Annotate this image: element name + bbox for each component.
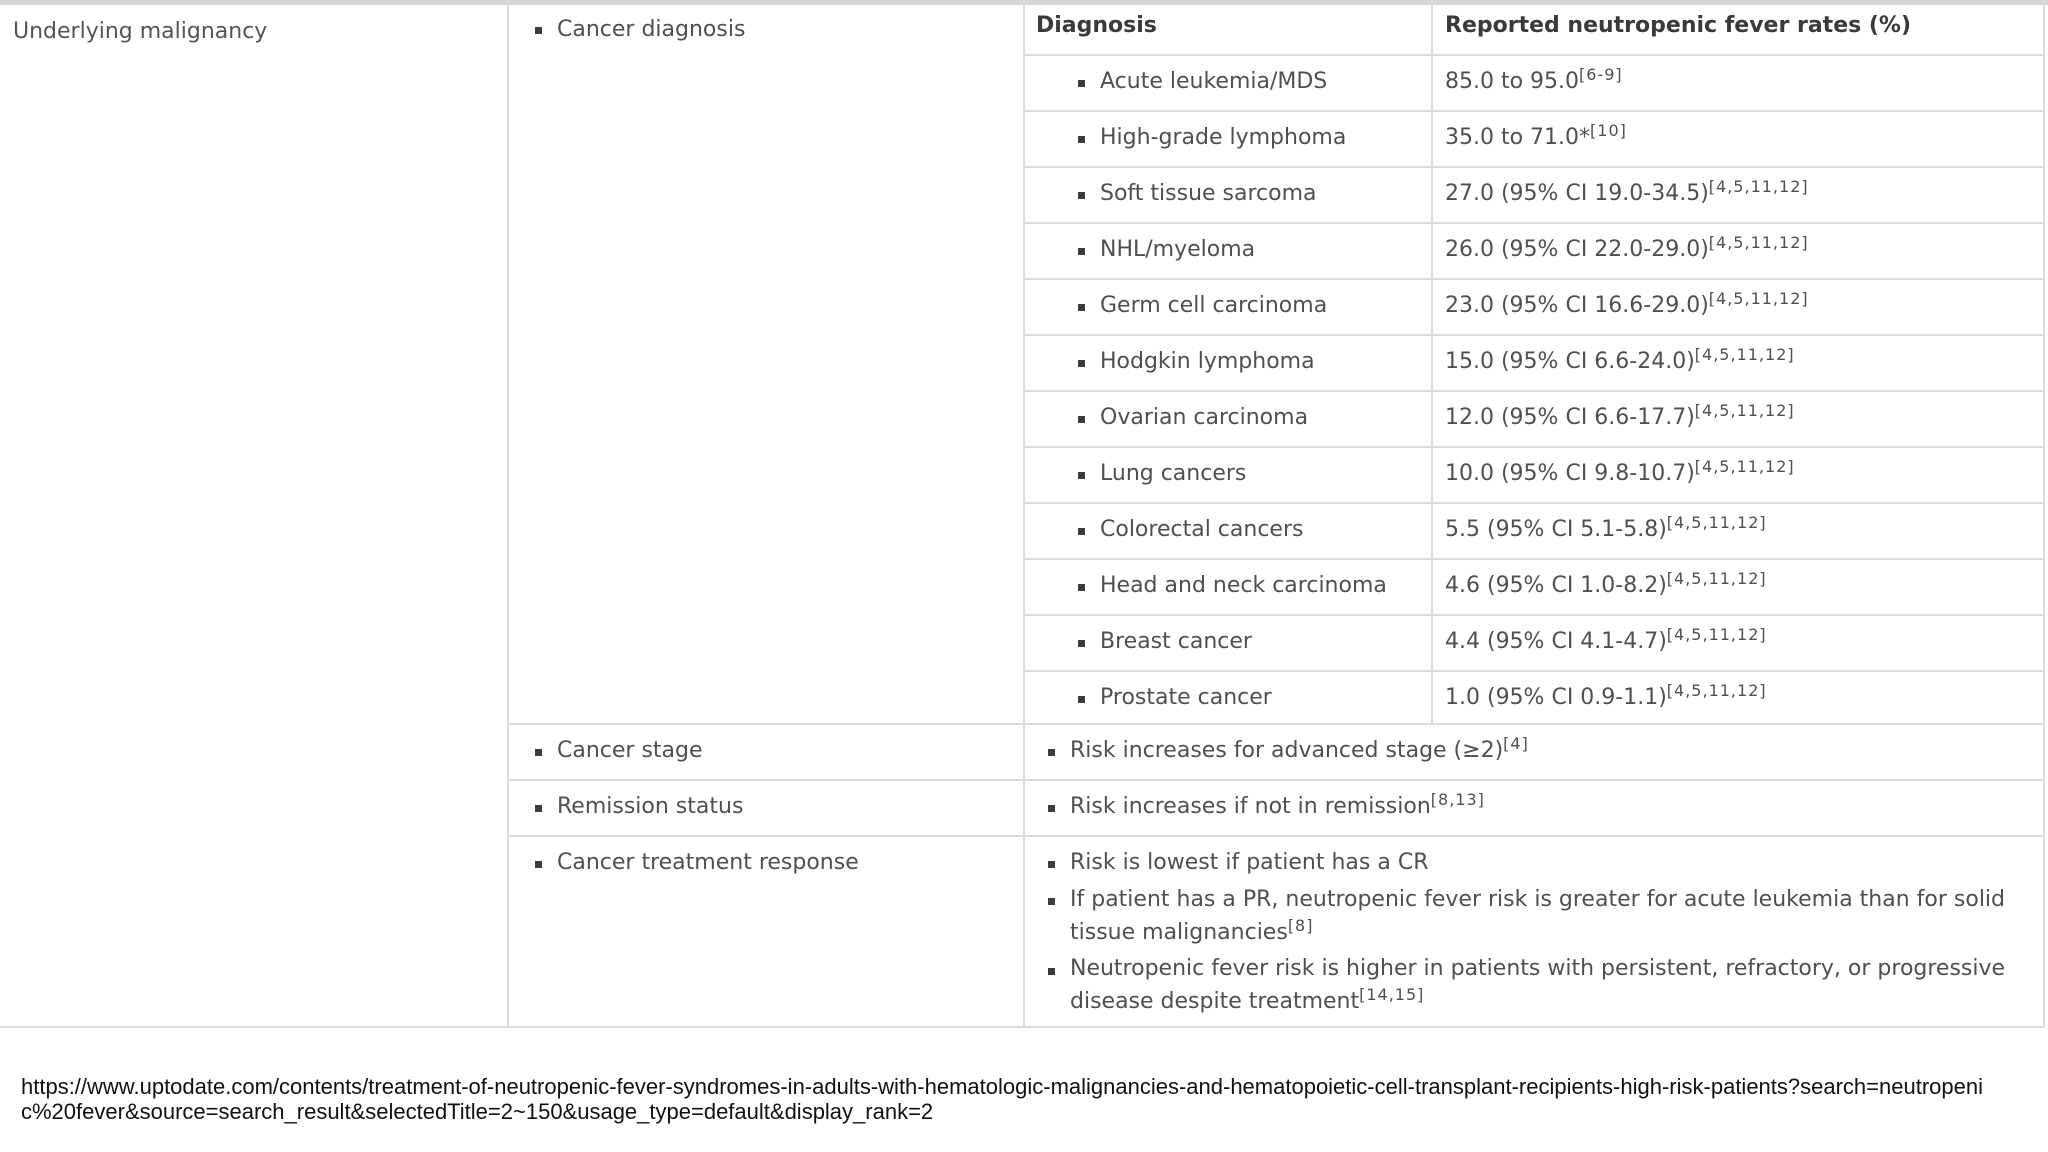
rate-cell: 23.0 (95% CI 16.6-29.0)[4,5,11,12] xyxy=(1445,289,1809,318)
table-row xyxy=(1025,112,2045,168)
bullet-icon xyxy=(1078,136,1085,143)
factor-label: Cancer diagnosis xyxy=(557,17,746,42)
reference-link[interactable]: [8,13] xyxy=(1430,790,1485,809)
table-row xyxy=(1025,56,2045,112)
bullet-icon xyxy=(1078,528,1085,535)
bullet-icon xyxy=(1078,640,1085,647)
diagnosis-cell: Prostate cancer xyxy=(1100,685,1272,710)
bullet-icon xyxy=(535,749,542,756)
diagnosis-cell: Germ cell carcinoma xyxy=(1100,293,1328,318)
diagnosis-cell: NHL/myeloma xyxy=(1100,237,1256,262)
rate-cell: 85.0 to 95.0[6-9] xyxy=(1445,65,1623,94)
stage-detail: Risk increases for advanced stage (≥2)[4] xyxy=(1070,734,1529,763)
diagnosis-cell: Breast cancer xyxy=(1100,629,1252,654)
category-label: Underlying malignancy xyxy=(13,19,268,44)
diagnosis-cell: Colorectal cancers xyxy=(1100,517,1304,542)
bullet-icon xyxy=(535,27,542,34)
reference-link[interactable]: [14,15] xyxy=(1359,985,1425,1004)
rate-cell: 26.0 (95% CI 22.0-29.0)[4,5,11,12] xyxy=(1445,233,1809,262)
bullet-icon xyxy=(535,861,542,868)
table-row xyxy=(1025,504,2045,560)
bullet-icon xyxy=(1048,861,1055,868)
table-row xyxy=(1025,336,2045,392)
response-cr: Risk is lowest if patient has a CR xyxy=(1070,850,1429,875)
diagnosis-cell: Lung cancers xyxy=(1100,461,1247,486)
rate-cell: 4.6 (95% CI 1.0-8.2)[4,5,11,12] xyxy=(1445,569,1767,598)
rate-cell: 5.5 (95% CI 5.1-5.8)[4,5,11,12] xyxy=(1445,513,1767,542)
factor-remission-status xyxy=(509,781,1023,837)
rate-cell: 15.0 (95% CI 6.6-24.0)[4,5,11,12] xyxy=(1445,345,1795,374)
reference-link[interactable]: [4,5,11,12] xyxy=(1708,289,1809,308)
factor-treatment-response xyxy=(509,837,1023,1028)
reference-link[interactable]: [4,5,11,12] xyxy=(1666,625,1767,644)
diagnosis-cell: Hodgkin lymphoma xyxy=(1100,349,1315,374)
factor-cancer-stage xyxy=(509,725,1023,781)
diagnosis-cell: Head and neck carcinoma xyxy=(1100,573,1387,598)
table-row xyxy=(1025,280,2045,336)
bullet-icon xyxy=(1078,416,1085,423)
bullet-icon xyxy=(1078,304,1085,311)
remission-detail: Risk increases if not in remission[8,13] xyxy=(1070,790,1485,819)
reference-link[interactable]: [4,5,11,12] xyxy=(1666,681,1767,700)
reference-link[interactable]: [8] xyxy=(1287,916,1314,935)
bullet-icon xyxy=(535,805,542,812)
bullet-icon xyxy=(1048,805,1055,812)
bullet-icon xyxy=(1078,248,1085,255)
header-diagnosis: Diagnosis xyxy=(1036,13,1157,38)
diagnosis-cell: Ovarian carcinoma xyxy=(1100,405,1309,430)
rate-cell: 27.0 (95% CI 19.0-34.5)[4,5,11,12] xyxy=(1445,177,1809,206)
reference-link[interactable]: [4,5,11,12] xyxy=(1666,513,1767,532)
reference-link[interactable]: [4,5,11,12] xyxy=(1694,401,1795,420)
header-rates: Reported neutropenic fever rates (%) xyxy=(1445,13,1912,38)
table-row xyxy=(1025,224,2045,280)
reference-link[interactable]: [4,5,11,12] xyxy=(1694,457,1795,476)
remission-detail-row xyxy=(1023,781,2045,837)
table-row xyxy=(1025,168,2045,224)
reference-link[interactable]: [4,5,11,12] xyxy=(1694,345,1795,364)
table-row xyxy=(1025,616,2045,672)
bullet-icon xyxy=(1048,968,1055,975)
diagnosis-cell: High-grade lymphoma xyxy=(1100,125,1347,150)
category-cell xyxy=(0,0,509,1028)
response-persistent: Neutropenic fever risk is higher in patients with persistent, refractory, or progressive disease despite treatment[14,15] xyxy=(1070,956,2006,1014)
bullet-icon xyxy=(1048,898,1055,905)
stage-detail-row xyxy=(1023,725,2045,781)
response-detail-row xyxy=(1023,837,2045,1028)
factor-cancer-diagnosis xyxy=(509,0,1023,725)
rate-cell: 1.0 (95% CI 0.9-1.1)[4,5,11,12] xyxy=(1445,681,1767,710)
reference-link[interactable]: [6-9] xyxy=(1579,65,1623,84)
bullet-icon xyxy=(1078,360,1085,367)
reference-link[interactable]: [4,5,11,12] xyxy=(1708,233,1809,252)
reference-link[interactable]: [4,5,11,12] xyxy=(1708,177,1809,196)
rate-cell: 35.0 to 71.0*[10] xyxy=(1445,121,1627,150)
table-row xyxy=(1025,392,2045,448)
diagnosis-cell: Acute leukemia/MDS xyxy=(1100,69,1328,94)
reference-link[interactable]: [4] xyxy=(1503,734,1529,753)
reference-link[interactable]: [10] xyxy=(1590,121,1627,140)
reference-link[interactable]: [4,5,11,12] xyxy=(1666,569,1767,588)
source-url[interactable]: https://www.uptodate.com/contents/treatment-of-neutropenic-fever-syndromes-in-adults-with-hematologic-malignancies-and-hematopoietic-cell-transplant-recipients-high-risk-patients?search=neutropenic%20fever&source=search_result&selectedTitle=2~150&usage_type=default&display_rank=2 xyxy=(21,1074,1983,1124)
bullet-icon xyxy=(1078,192,1085,199)
bullet-icon xyxy=(1078,584,1085,591)
rate-cell: 4.4 (95% CI 4.1-4.7)[4,5,11,12] xyxy=(1445,625,1767,654)
factor-label: Cancer treatment response xyxy=(557,850,859,875)
table-row xyxy=(1025,560,2045,616)
response-pr: If patient has a PR, neutropenic fever risk is greater for acute leukemia than for solid tissue malignancies[8] xyxy=(1070,887,2006,945)
bullet-icon xyxy=(1048,749,1055,756)
rate-cell: 12.0 (95% CI 6.6-17.7)[4,5,11,12] xyxy=(1445,401,1795,430)
diagnosis-cell: Soft tissue sarcoma xyxy=(1100,181,1317,206)
table-row xyxy=(1025,448,2045,504)
factor-label: Cancer stage xyxy=(557,738,703,763)
diagnosis-table xyxy=(1023,0,2045,725)
factor-label: Remission status xyxy=(557,794,744,819)
bullet-icon xyxy=(1078,80,1085,87)
rate-cell: 10.0 (95% CI 9.8-10.7)[4,5,11,12] xyxy=(1445,457,1795,486)
diagnosis-table-header xyxy=(1025,0,2045,56)
bullet-icon xyxy=(1078,696,1085,703)
table-row xyxy=(1025,672,2045,725)
bullet-icon xyxy=(1078,472,1085,479)
